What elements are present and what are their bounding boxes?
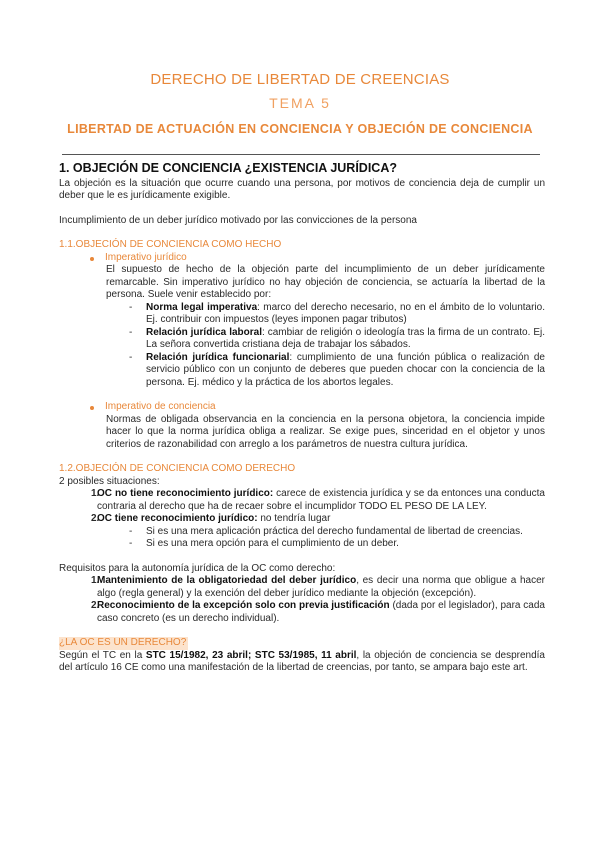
document-subtitle: LIBERTAD DE ACTUACIÓN EN CONCIENCIA Y OBJECIÓN DE CONCIENCIA (67, 122, 533, 136)
list-item: 2. Reconocimiento de la excepción solo con previa justificación (dada por el legislador), para cada caso concreto (es un derecho individual). (91, 600, 545, 624)
bullet-imperativo-juridico (59, 252, 545, 265)
item-term: OC tiene reconocimiento jurídico: (97, 513, 258, 524)
item-term: Relación jurídica funcionarial (146, 351, 290, 363)
title-divider (62, 154, 540, 155)
question-heading: ¿LA OC ES UN DERECHO? (59, 637, 187, 648)
tema-label: TEMA 5 (269, 95, 331, 111)
list-item: 2. OC tiene reconocimiento jurídico: no tendría lugar (91, 513, 331, 524)
list-item: - Norma legal imperativa: marco del derecho necesario, no en el ámbito de lo voluntario. Ej. contribuir con impuestos (leyes imponen pagar tributos) (129, 301, 545, 325)
bullet-title: Imperativo jurídico (105, 251, 187, 263)
section1-2-heading: 1.2.OBJECIÓN DE CONCIENCIA COMO DERECHO (59, 463, 296, 474)
bullet-dot-icon (90, 257, 94, 261)
item-text: : cambiar de religión o ideología tras la firma de un contrato. Ej. La señora convertida cristiana deja de trabajar los sábados. (146, 326, 546, 350)
item-term: OC no tiene reconocimiento jurídico: (97, 488, 274, 499)
item-term: Relación jurídica laboral (146, 326, 262, 338)
item-term: Reconocimiento de la excepción solo con previa justificación (97, 600, 390, 611)
imperativo-juridico-text: El supuesto de hecho de la objeción parte del incumplimiento de un deber jurídicamente remarcable. Sin imperativo jurídico no hay objeción de conciencia, se actuaría la libertad de la persona. Suele venir establecido por: (106, 264, 545, 300)
list-item: 1. OC no tiene reconocimiento jurídico: carece de existencia jurídica y se da entonces una conducta contraria al derecho que ha de recaer sobre el incumplidor TODO EL PESO DE LA LEY. (91, 488, 545, 512)
document-body (59, 162, 545, 675)
item-text: (dada por el legislador), para cada caso concreto (es un derecho individual). (97, 600, 545, 624)
item-term: Mantenimiento de la obligatoriedad del deber jurídico (97, 575, 357, 586)
requisitos-lead: Requisitos para la autonomía jurídica de la OC como derecho: (59, 562, 336, 574)
item-text: no tendría lugar (257, 513, 331, 524)
course-title: DERECHO DE LIBERTAD DE CREENCIAS (150, 71, 450, 88)
list-item: - Relación jurídica funcionarial: cumplimiento de una función pública o realización de servicio público con un conjunto de deberes que pueden chocar con la conciencia de la persona. Ej. médico y la práctica de los abortos legales. (129, 351, 545, 388)
item-term: Norma legal imperativa (146, 301, 258, 313)
question-heading-row (59, 637, 545, 650)
section1-heading: 1. OBJECIÓN DE CONCIENCIA ¿EXISTENCIA JURÍDICA? (59, 161, 398, 175)
item-text: : cumplimiento de una función pública o realización de servicio público con un conjunto de deberes que pueden chocar con la conciencia de la persona. Ej. médico y la práctica de los abortos legales. (146, 351, 545, 388)
item-text: carece de existencia jurídica y se da entonces una conducta contraria al derecho que ha de recaer sobre el incumplidor TODO EL PESO DE LA LEY. (97, 488, 545, 512)
list-item: 1. Mantenimiento de la obligatoriedad del deber jurídico, es decir una norma que obligue a hacer algo (regla general) y la exención del deber jurídico mediante la objeción (excepción). (91, 575, 545, 599)
list-item: - Si es una mera opción para el cumplimiento de un deber. (129, 538, 399, 549)
question-text: Según el TC en la STC 15/1982, 23 abril; STC 53/1985, 11 abril, la objeción de conciencia se desprendía del artículo 16 CE como una manifestación de la libertad de creencias, por tanto, se ampara bajo este art. (59, 649, 545, 673)
bullet-title: Imperativo de conciencia (105, 401, 216, 412)
bullet-dot-icon (90, 406, 94, 410)
section1-2-lead: 2 posibles situaciones: (59, 475, 160, 487)
item-text: , es decir una norma que obligue a hacer algo (regla general) y la exención del deber jurídico mediante la objeción (excepción). (97, 575, 545, 599)
item-text: : marco del derecho necesario, no en el ámbito de lo voluntario. Ej. contribuir con impuestos (leyes imponen pagar tributos) (146, 301, 545, 325)
section1-1-heading: 1.1.OBJECIÓN DE CONCIENCIA COMO HECHO (59, 239, 282, 250)
case-references: STC 15/1982, 23 abril; STC 53/1985, 11 abril (145, 649, 357, 661)
bullet-imperativo-conciencia (59, 401, 545, 414)
section1-intro: La objeción es la situación que ocurre cuando una persona, por motivos de conciencia deja de cumplir un deber que le es jurídicamente exigible. (59, 177, 545, 201)
list-item: - Relación jurídica laboral: cambiar de religión o ideología tras la firma de un contrato. Ej. La señora convertida cristiana deja de trabajar los sábados. (129, 326, 546, 350)
list-item: - Si es una mera aplicación práctica del derecho fundamental de libertad de creencias. (129, 525, 523, 537)
section1-definition: Incumplimiento de un deber jurídico motivado por las convicciones de la persona (59, 214, 417, 226)
imperativo-conciencia-text: Normas de obligada observancia en la conciencia en la persona objetora, la conciencia impide hacer lo que la norma jurídica obliga a realizar. Se exige pues, sinceridad en el objetor y unos criterios de razonabilidad con arreglo a los parámetros de nuestra cultura jurídica. (106, 413, 545, 450)
